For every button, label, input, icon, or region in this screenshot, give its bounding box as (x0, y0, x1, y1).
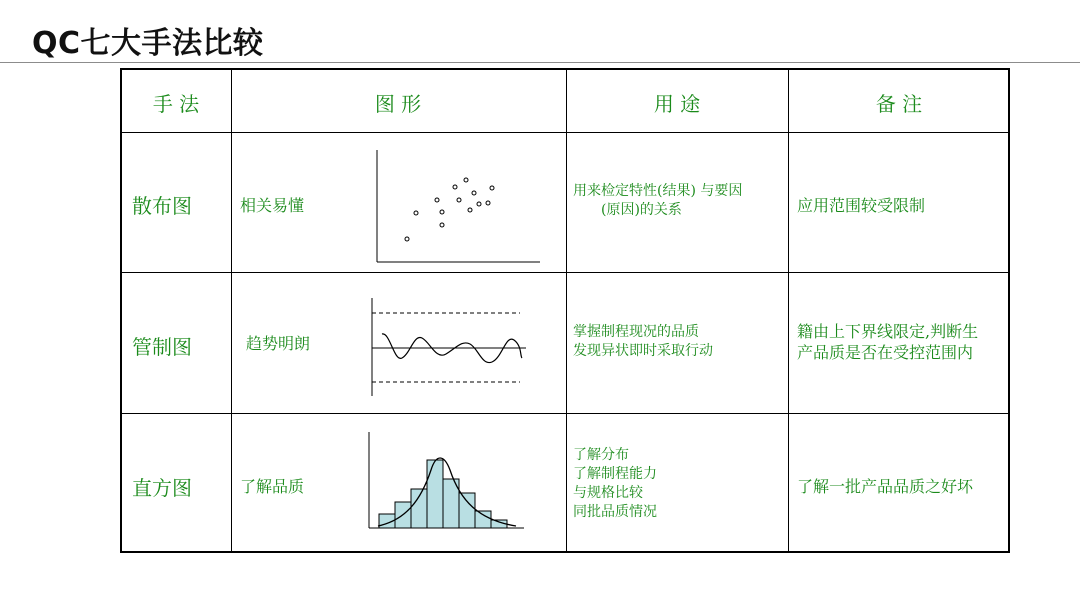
feature-label: 相关易懂 (240, 196, 305, 215)
note-line: 产品质是否在受控范围内 (797, 343, 974, 362)
control-chart-icon (370, 296, 530, 400)
header-figure: 图 形 (374, 92, 422, 116)
method-label: 散布图 (132, 194, 192, 218)
use-text (573, 323, 713, 361)
use-text (573, 446, 657, 522)
note-text: 应用范围较受限制 (797, 196, 926, 215)
use-line: (原因)的关系 (601, 202, 682, 218)
note-text (797, 321, 978, 363)
scatter-plot-icon (372, 148, 542, 266)
use-text (573, 182, 742, 220)
feature-label: 了解品质 (240, 477, 305, 496)
qc-comparison-table (120, 68, 1010, 553)
header-use: 用 途 (653, 92, 701, 116)
use-line: 发现异状即时采取行动 (573, 343, 713, 359)
note-line: 籍由上下界线限定,判断生 (797, 322, 979, 341)
header-note: 备 注 (875, 92, 923, 116)
column-divider (566, 70, 567, 551)
use-line: 了解分布 (573, 447, 629, 463)
method-label: 直方图 (132, 476, 192, 500)
use-line: 了解制程能力 (573, 466, 657, 482)
column-divider (231, 70, 232, 551)
use-line: 掌握制程现况的品质 (573, 324, 699, 340)
note-text: 了解一批产品品质之好坏 (797, 477, 974, 496)
title-divider (0, 62, 1080, 63)
row-divider (122, 132, 1008, 133)
row-divider (122, 272, 1008, 273)
header-method: 手 法 (152, 92, 200, 116)
use-line: 与规格比较 (573, 485, 643, 501)
method-label: 管制图 (132, 335, 192, 359)
use-line: 用来检定特性(结果) 与要因 (573, 183, 743, 199)
histogram-icon (366, 430, 531, 534)
row-divider (122, 413, 1008, 414)
column-divider (788, 70, 789, 551)
use-line: 同批品质情况 (573, 504, 657, 520)
feature-label: 趋势明朗 (246, 334, 311, 353)
slide-title: QC七大手法比较 (32, 26, 264, 61)
